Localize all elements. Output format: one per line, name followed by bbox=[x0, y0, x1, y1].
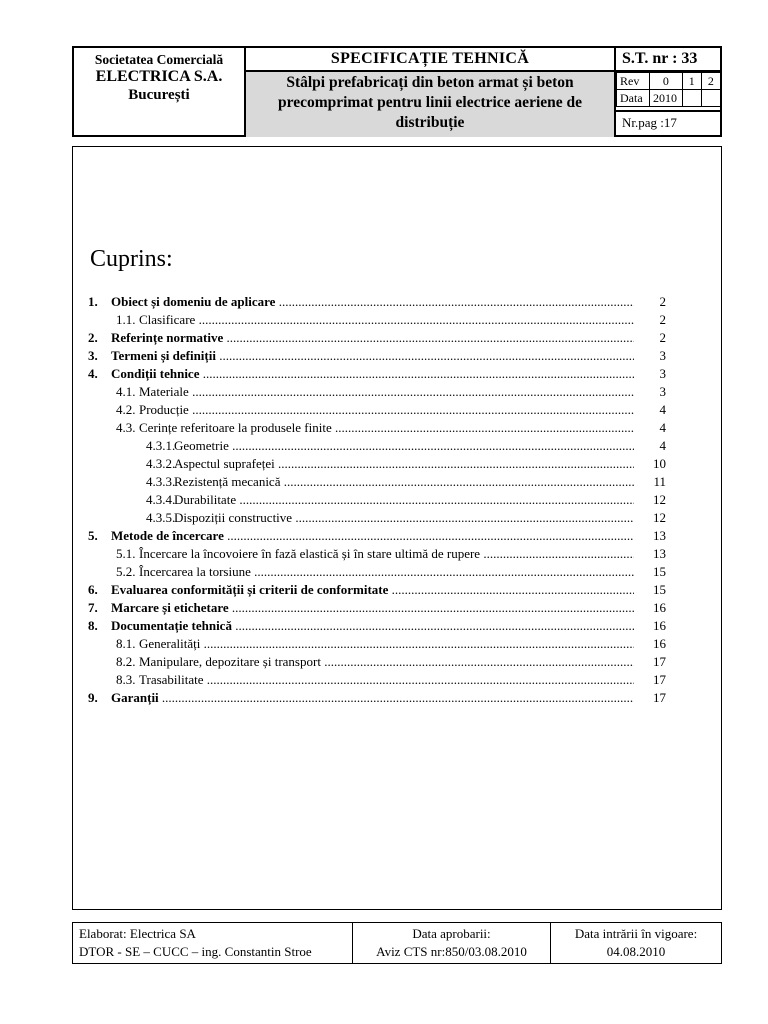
toc-entry-label: Clasificare bbox=[139, 312, 196, 327]
toc-entry-page: 4 bbox=[642, 401, 666, 419]
toc-entry-page: 13 bbox=[642, 527, 666, 545]
toc-entry-number: 9. bbox=[88, 690, 98, 705]
toc-entry-page: 17 bbox=[642, 671, 666, 689]
toc-entry-number: 4.3.5. bbox=[146, 510, 176, 525]
rev-value: 0 bbox=[650, 73, 683, 90]
toc-entry-page: 2 bbox=[642, 311, 666, 329]
title-cell bbox=[246, 48, 616, 135]
toc-entry[interactable] bbox=[88, 311, 666, 329]
company-cell bbox=[74, 48, 246, 135]
toc-entry-number: 4.3.4. bbox=[146, 492, 176, 507]
toc-entry-number: 5.1. bbox=[116, 546, 136, 561]
toc-entry-page: 15 bbox=[642, 581, 666, 599]
company-name: ELECTRICA S.A. bbox=[95, 68, 223, 85]
toc-entry-label: Obiect și domeniu de aplicare bbox=[111, 294, 276, 309]
toc-entry-text bbox=[111, 527, 634, 545]
table-of-contents bbox=[88, 293, 666, 707]
toc-entry-label: Încercare la încovoiere în fază elastică și în stare ultimă de rupere bbox=[139, 546, 481, 561]
toc-entry-number: 1. bbox=[88, 294, 98, 309]
toc-entry[interactable] bbox=[88, 401, 666, 419]
toc-entry[interactable] bbox=[88, 365, 666, 383]
toc-entry-label: Dispoziții constructive bbox=[174, 510, 293, 525]
toc-entry-number: 7. bbox=[88, 600, 98, 615]
toc-entry-number: 4.2. bbox=[116, 402, 136, 417]
toc-entry[interactable] bbox=[88, 491, 666, 509]
data-label: Data bbox=[617, 90, 650, 107]
toc-entry-text bbox=[174, 437, 634, 455]
toc-entry-text bbox=[111, 365, 634, 383]
toc-entry[interactable] bbox=[88, 419, 666, 437]
vigoare-line2: 04.08.2010 bbox=[606, 944, 666, 959]
toc-entry-text bbox=[174, 491, 634, 509]
toc-entry[interactable] bbox=[88, 635, 666, 653]
toc-entry-page: 16 bbox=[642, 599, 666, 617]
toc-entry-page: 13 bbox=[642, 545, 666, 563]
toc-entry-label: Trasabilitate bbox=[139, 672, 204, 687]
elaborat-line1: Elaborat: Electrica SA bbox=[79, 926, 196, 941]
toc-entry-label: Încercarea la torsiune bbox=[139, 564, 251, 579]
toc-entry-text bbox=[139, 401, 634, 419]
toc-entry-number: 4.3.3. bbox=[146, 474, 176, 489]
toc-entry-label: Referințe normative bbox=[111, 330, 224, 345]
toc-entry-text bbox=[139, 653, 634, 671]
toc-entry-text bbox=[139, 311, 634, 329]
toc-entry-page: 17 bbox=[642, 653, 666, 671]
toc-entry-page: 16 bbox=[642, 635, 666, 653]
toc-entry-label: Documentație tehnică bbox=[111, 618, 232, 633]
toc-entry-label: Marcare și etichetare bbox=[111, 600, 229, 615]
footer-elaborat bbox=[73, 923, 353, 963]
toc-entry[interactable] bbox=[88, 383, 666, 401]
toc-entry-number: 3. bbox=[88, 348, 98, 363]
rev-value: 2 bbox=[701, 73, 720, 90]
toc-entry-page: 3 bbox=[642, 383, 666, 401]
toc-entry-text bbox=[174, 473, 634, 491]
toc-entry-page: 2 bbox=[642, 329, 666, 347]
toc-entry-number: 4. bbox=[88, 366, 98, 381]
document-footer bbox=[72, 922, 722, 964]
toc-entry-page: 16 bbox=[642, 617, 666, 635]
page-count: Nr.pag :17 bbox=[616, 110, 720, 135]
toc-entry-label: Durabilitate bbox=[174, 492, 237, 507]
toc-entry-text bbox=[174, 455, 634, 473]
toc-entry-number: 2. bbox=[88, 330, 98, 345]
toc-entry-label: Condiții tehnice bbox=[111, 366, 200, 381]
document-header bbox=[72, 46, 722, 137]
toc-entry[interactable] bbox=[88, 527, 666, 545]
toc-entry-label: Geometrie bbox=[174, 438, 229, 453]
toc-entry-number: 4.3.2. bbox=[146, 456, 176, 471]
toc-entry-number: 4.3. bbox=[116, 420, 136, 435]
toc-entry-label: Garanții bbox=[111, 690, 159, 705]
toc-entry-text bbox=[174, 509, 634, 527]
toc-entry-number: 8.2. bbox=[116, 654, 136, 669]
toc-entry-label: Generalități bbox=[139, 636, 201, 651]
toc-entry[interactable] bbox=[88, 581, 666, 599]
toc-entry-text bbox=[139, 635, 634, 653]
toc-entry-number: 1.1. bbox=[116, 312, 136, 327]
toc-entry-text bbox=[111, 329, 634, 347]
toc-entry[interactable] bbox=[88, 329, 666, 347]
toc-entry[interactable] bbox=[88, 617, 666, 635]
toc-entry[interactable] bbox=[88, 689, 666, 707]
toc-entry-page: 10 bbox=[642, 455, 666, 473]
toc-entry[interactable] bbox=[88, 473, 666, 491]
toc-entry-number: 4.3.1. bbox=[146, 438, 176, 453]
toc-entry-label: Producție bbox=[139, 402, 189, 417]
toc-entry[interactable] bbox=[88, 545, 666, 563]
toc-entry[interactable] bbox=[88, 455, 666, 473]
toc-entry[interactable] bbox=[88, 671, 666, 689]
toc-entry-label: Materiale bbox=[139, 384, 189, 399]
toc-entry-text bbox=[139, 671, 634, 689]
toc-entry-number: 8. bbox=[88, 618, 98, 633]
toc-entry-text bbox=[111, 581, 634, 599]
toc-entry-page: 11 bbox=[642, 473, 666, 491]
doc-title: Stâlpi prefabricați din beton armat și beton precomprimat pentru linii electrice aeriene de distribuție bbox=[246, 72, 614, 137]
toc-entry-label: Metode de încercare bbox=[111, 528, 224, 543]
toc-entry-page: 3 bbox=[642, 365, 666, 383]
company-line1: Societatea Comercială bbox=[94, 52, 224, 67]
rev-value: 1 bbox=[682, 73, 701, 90]
toc-entry[interactable] bbox=[88, 509, 666, 527]
st-number: S.T. nr : 33 bbox=[616, 48, 720, 72]
toc-entry-page: 17 bbox=[642, 689, 666, 707]
toc-entry-number: 6. bbox=[88, 582, 98, 597]
footer-aprobare bbox=[353, 923, 551, 963]
toc-entry-text bbox=[111, 293, 634, 311]
toc-entry-text bbox=[139, 383, 634, 401]
doc-type: SPECIFICAȚIE TEHNICĂ bbox=[246, 48, 614, 72]
toc-entry-text bbox=[111, 599, 634, 617]
toc-entry-page: 15 bbox=[642, 563, 666, 581]
toc-entry-label: Termeni și definiții bbox=[111, 348, 216, 363]
toc-entry[interactable] bbox=[88, 293, 666, 311]
elaborat-line2: DTOR - SE – CUCC – ing. Constantin Stroe bbox=[79, 944, 312, 959]
toc-entry[interactable] bbox=[88, 347, 666, 365]
toc-entry-label: Aspectul suprafeței bbox=[174, 456, 275, 471]
toc-entry-page: 3 bbox=[642, 347, 666, 365]
toc-entry-text bbox=[139, 419, 634, 437]
toc-entry[interactable] bbox=[88, 653, 666, 671]
toc-entry-page: 4 bbox=[642, 419, 666, 437]
vigoare-line1: Data intrării în vigoare: bbox=[574, 926, 698, 941]
toc-entry-page: 12 bbox=[642, 509, 666, 527]
toc-entry-number: 8.3. bbox=[116, 672, 136, 687]
toc-entry-text bbox=[111, 347, 634, 365]
toc-entry-label: Rezistență mecanică bbox=[174, 474, 281, 489]
toc-entry-number: 5.2. bbox=[116, 564, 136, 579]
toc-entry[interactable] bbox=[88, 599, 666, 617]
toc-entry-label: Cerințe referitoare la produsele finite bbox=[139, 420, 332, 435]
toc-entry-label: Evaluarea conformității și criterii de conformitate bbox=[111, 582, 389, 597]
aprobare-line1: Data aprobarii: bbox=[412, 926, 491, 941]
toc-entry-number: 5. bbox=[88, 528, 98, 543]
toc-entry-number: 8.1. bbox=[116, 636, 136, 651]
rev-label: Rev bbox=[617, 73, 650, 90]
data-value: 2010 bbox=[650, 90, 683, 107]
toc-entry-text bbox=[111, 617, 634, 635]
toc-entry-text bbox=[139, 563, 634, 581]
data-value bbox=[701, 90, 720, 107]
company-city: București bbox=[128, 87, 190, 103]
toc-title: Cuprins: bbox=[90, 246, 173, 272]
toc-entry-text bbox=[111, 689, 634, 707]
data-value bbox=[682, 90, 701, 107]
toc-entry-page: 12 bbox=[642, 491, 666, 509]
toc-entry-page: 4 bbox=[642, 437, 666, 455]
toc-entry[interactable] bbox=[88, 563, 666, 581]
toc-entry-label: Manipulare, depozitare și transport bbox=[139, 654, 321, 669]
footer-vigoare bbox=[551, 923, 721, 963]
revision-table bbox=[616, 72, 720, 107]
aprobare-line2: Aviz CTS nr:850/03.08.2010 bbox=[376, 944, 527, 959]
toc-entry-page: 2 bbox=[642, 293, 666, 311]
toc-entry[interactable] bbox=[88, 437, 666, 455]
toc-entry-text bbox=[139, 545, 634, 563]
toc-entry-number: 4.1. bbox=[116, 384, 136, 399]
